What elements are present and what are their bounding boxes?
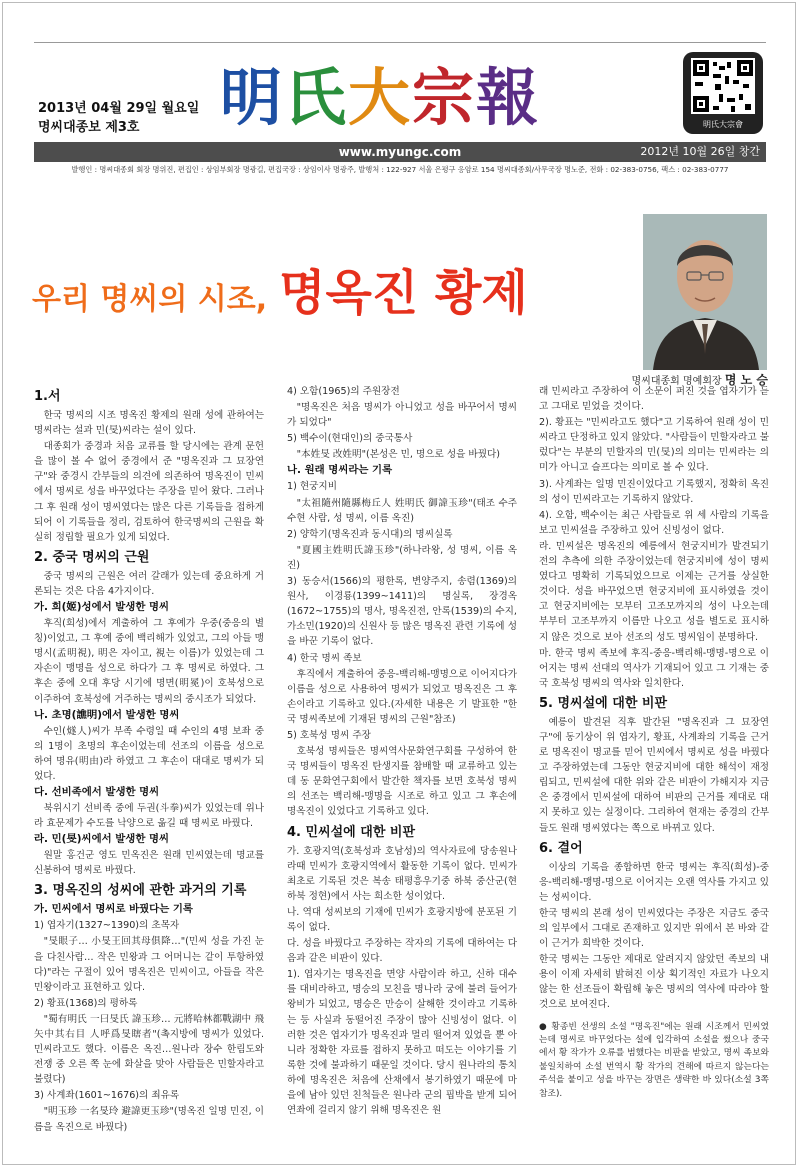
masthead-char: 宗: [412, 61, 477, 134]
paragraph: 한국 명씨의 시조 명옥진 황제의 원래 성에 관하여는 명씨라는 설과 민(旻)씨라는 설이 있다.: [34, 410, 264, 437]
list-item: 3) 사계좌(1601~1676)의 죄유록: [34, 1090, 180, 1102]
quote: "明玉珍 一名旻玲 避諱更玉珍"(명옥진 일명 민진, 이름을 옥진으로 바꿨다): [34, 1106, 264, 1133]
masthead-logo: [220, 56, 570, 140]
list-item: 4) 오함(1965)의 주원장전: [287, 386, 400, 397]
headline-part2: 명옥진 황제: [279, 265, 528, 321]
paragraph: 수인(燧人)씨가 부족 수령일 때 수인의 4명 보좌 중의 1명이 초명의 후손이었는데 선조의 이름을 성으로 하여 명유(明由)라 하였고 그 후손이 대대로 명씨가 되었다.: [34, 725, 264, 782]
masthead-char: 明: [220, 61, 285, 134]
paragraph: 3). 사계좌는 일명 민진이었다고 기록했지, 정확히 옥진의 성이 민씨라고는 기록하지 않았다.: [539, 478, 769, 505]
masthead-char: 氏: [284, 61, 349, 134]
list-item: 3) 동승서(1566)의 평한록, 변양주지, 송렴(1369)의 원사, 이경룡(1399~1411)의 명실록, 장경옥(1672~1755)의 명사, 명옥진전, 안록(1539)의 수지, 가소민(1920)의 신원사 등 많은 명옥진 관련 기록에 성을 바꾼 기록이 없다.: [287, 576, 517, 648]
paragraph: 나. 역대 성씨보의 기재에 민씨가 호광지방에 분포된 기록이 없다.: [287, 906, 517, 933]
column-2: [287, 384, 517, 1119]
paragraph: 한국 명씨는 그동안 제대로 알려지지 않았던 족보의 내용이 이제 자세히 밝혀진 이상 획기적인 자료가 나오지 않는 한 선조들이 확립해 놓은 명씨의 역사에 따라야 할 것으로 보여진다.: [539, 954, 769, 1011]
paragraph: 원말 홍건군 영도 민옥진은 원래 민씨였는데 명교를 신봉하여 명씨로 바꿨다.: [34, 850, 264, 877]
paragraph: 중국 명씨의 근원은 여러 갈래가 있는데 중요하게 거론되는 것은 다음 4가지이다.: [34, 570, 264, 597]
list-item: 2) 양학기(명옥진과 동시대)의 명씨실록: [287, 528, 453, 540]
masthead-title: [220, 56, 540, 140]
quote: "太祖隨州隨縣梅丘人 姓明氏 御諱玉珍"(태조 수주 수현 사람, 성 명씨, 이름 옥진): [287, 497, 517, 524]
paragraph: 대종회가 중경과 처음 교류를 할 당시에는 관계 문헌을 많이 볼 수 없어 중경에서 준 "명옥진과 그 묘장연구"와 중경시 간부들의 의견에 의존하여 명옥진이 민씨에서 명씨로 성을 바꾸었다는 주장을 믿어 왔다. 그러나 그 후 원래 성이 명씨였다는 많은 다른 기록들을 접하게 되어 이 기록들을 정리, 검토하여 한국명씨의 근원을 확실히 정립할 필요가 있게 되었다.: [34, 441, 264, 543]
section-heading: 1.서: [34, 389, 61, 404]
list-item: 4) 한국 명씨 족보: [287, 652, 362, 664]
subheading: 가. 민씨에서 명씨로 바꿨다는 기록: [34, 903, 193, 916]
subheading: 나. 원래 명씨라는 기록: [287, 464, 393, 477]
paragraph: 1). 엽자기는 명옥진을 면양 사람이라 하고, 신하 대수를 대비라하고, 명승의 모친을 명나라 궁에 불려 들어가 왕비가 되었고, 명승은 만승이 살해한 것이라고 기록하는 등 사실과 동떨어진 주장이 많아 신빙성이 없다. 이러한 것은 엽자기가 명옥진과 멀리 떨어져 있었을 뿐 아니라 정확한 자료를 접하지 못하고 떠도는 이야기를 기록한 것에 불과하기 때문일 것이다. 당시 원나라의 통치하에 명옥진은 처음에 산채에서 봉기하였기 때문에 마을에 남아 있던 친척들은 원나라 군의 핍박을 받게 되어 연좌에 걸리지 않기 위해 명옥진은 원: [287, 969, 517, 1117]
section-heading: 6. 결어: [539, 840, 583, 856]
paragraph: 래 민씨라고 주장하여 이 소문이 퍼진 것을 엽자기가 듣고 그대로 믿었을 것이다.: [539, 386, 769, 413]
column-3: [539, 384, 769, 1102]
paragraph: 마. 한국 명씨 족보에 후직-중응-백리해-맹명-명으로 이어지는 명씨 선대의 역사가 기재되어 있고 그 기재는 중국 호북성 명씨의 역사와 일치한다.: [539, 647, 769, 689]
website-link[interactable]: www.myungc.com: [338, 145, 462, 159]
founded-date: 2012년 10월 26일 창간: [640, 145, 760, 158]
author-name: 명 노 승: [724, 373, 768, 387]
quote: "旻眼子… 小旻王回其母俱降…"(민씨 성을 가진 눈을 다친사람… 작은 민왕과 그 어머니는 같이 투항하였다)"라는 구절이 있어 명옥진은 민씨이고, 아들을 작은 민왕이라고 표현하고 있다.: [34, 936, 264, 993]
subheading: 가. 희(姬)성에서 발생한 명씨: [34, 601, 170, 614]
author-photo: [643, 214, 767, 370]
paragraph: 북위시기 선비족 중에 두권(斗拳)씨가 있었는데 위나라 효문제가 수도를 낙양으로 옮길 때 명씨로 바꿨다.: [34, 802, 264, 830]
qr-pattern-icon: [691, 58, 755, 114]
paragraph: 라. 민씨설은 명옥진의 예릉에서 현궁지비가 발견되기 전의 추측에 의한 주장이었는데 현궁지비에 성이 명씨였다고 명확히 기록되었으므로 이제는 근거를 상실한 것이다. 성을 바꾸었으면 현궁지비에 표시하였을 것이고 현궁지비에는 모부터 고조모까지의 성이 나오는데 부부터 고조부까지 이름만 나오고 성을 별도로 표시하지 않은 것으로 보아 선조의 성도 명씨임이 분명하다.: [539, 540, 769, 643]
author-role: 명씨대종회 명예회장: [631, 376, 722, 387]
headline-part1: 우리 명씨의 시조,: [32, 282, 268, 317]
paragraph: 가. 호광지역(호북성과 호남성)의 역사자료에 당송원나라때 민씨가 호광지역에서 활동한 기록이 없다. 민씨가 최초로 기록된 것은 복송 태평흥우기중 하북 중산군(현 하북 정현)에서 사는 희소한 성이었다.: [287, 845, 517, 902]
subheading: 다. 선비족에서 발생한 명씨: [34, 785, 160, 798]
issue-number: 명씨대종보 제3호: [38, 120, 140, 135]
masthead-char: 大: [348, 61, 413, 134]
masthead-char: 報: [476, 61, 541, 134]
subheading: 라. 민(旻)씨에서 발생한 명씨: [34, 833, 170, 846]
paragraph: 후직(희성)에서 계출하여 그 후예가 우중(중응의 별칭)이었고, 그 후예 중에 백리해가 있었고, 그의 아들 맹명시(孟明視), 明은 자이고, 視는 이름)가 있었는데 그 자손이 맹명을 성으로 하다가 그 후 명씨로 하였다. 그 후손 중에 오대 후당 시기에 명면(明冕)이 호북성으로 이주하여 호북성에 거주하는 명씨의 중시조가 되었다.: [34, 618, 264, 705]
paragraph: 4). 오함, 백수이는 최근 사람들로 위 세 사람의 기록을 보고 민씨설을 주장하고 있어 신빙성이 없다.: [539, 509, 769, 536]
headline: [32, 254, 632, 323]
list-item: 5) 백수이(현대인)의 중국통사: [287, 433, 413, 445]
paragraph: 2). 황표는 "민씨라고도 했다"고 기록하여 원래 성이 민씨라고 단정하고 있지 않았다. "사람들이 민할자라고 불렀다"는 부분의 민할자의 민(旻)의 의미는 민씨라는 의미가 아니고 슬프다는 의미로 볼 수 있다.: [539, 417, 769, 474]
quote: "명옥진은 처음 명씨가 아니었고 성을 바꾸어서 명씨가 되었다": [287, 402, 517, 429]
section-heading: 3. 명옥진의 성씨에 관한 과거의 기록: [34, 883, 247, 899]
qr-caption: 明氏大宗會: [703, 120, 743, 129]
paragraph: 후직에서 계출하여 중응-백리해-맹명으로 이어지다가 이름을 성으로 사용하여 명씨가 되었고 명옥진은 그 후손이라고 기록하고 있다.(자세한 내용은 기 발표한 "한국 명씨족보에 기재된 명씨의 근원"참조): [287, 668, 517, 725]
top-rule: [34, 42, 766, 43]
footnote: ● 황종빈 선생의 소설 "명옥진"에는 원래 시조께서 민씨였는데 명씨로 바꾸었다는 설에 입각하여 소설을 썼으나 중국에서 황 작가가 오류를 범했다는 비판을 받았고, 명씨 족보와 불일치하여 소설 번역시 황 작가의 견해에 따르지 않는다는 주석을 붙이고 성을 바꾸는 장면은 생략한 바 있다(소설 3쪽 참조).: [539, 1021, 769, 1099]
list-item: 1) 현궁지비: [287, 481, 337, 493]
list-item: 1) 엽자기(1327~1390)의 초목자: [34, 920, 180, 932]
subheading: 나. 초명(譙明)에서 발생한 명씨: [34, 708, 180, 721]
issue-date: 2013년 04월 29일 월요일: [38, 101, 200, 116]
paragraph: 한국 명씨의 본래 성이 민씨였다는 주장은 지금도 중국의 일부에서 그대로 존재하고 있지만 위에서 본 바와 같이 근거가 희박한 것이다.: [539, 907, 769, 950]
list-item: 2) 황표(1368)의 평하록: [34, 997, 138, 1009]
paragraph: 이상의 기록을 종합하면 한국 명씨는 후직(희성)-중응-백리해-맹명-명으로 이어지는 오랜 역사를 가지고 있는 성씨이다.: [539, 861, 769, 903]
staff-line: 발행인 : 명씨대종회 회장 명위진, 편집인 : 상임부회장 명광길, 편집국장 : 상임이사 명광주, 발행처 : 122-927 서울 은평구 응암로 154 명씨대종회/사무국장 명노준, 전화 : 02-383-0756, 팩스 : 02-383-0777: [71, 165, 729, 174]
quote: "蜀有明氏 一曰旻氏 諱玉珍… 元將哈林都戰湖中 飛矢中其右目 人呼爲旻瞎者"(촉지방에 명씨가 있었다. 민씨라고도 했다. 이름은 옥진…원나라 장수 한림도와 전쟁 중 오른 쪽 눈에 화살을 맞아 사람들은 민할자라고 불렸다): [34, 1013, 264, 1086]
column-1: [34, 384, 264, 1136]
list-item: 5) 호북성 명씨 주장: [287, 729, 371, 741]
paragraph: 다. 성을 바꿨다고 주장하는 작자의 기록에 대하여는 다음과 같은 비판이 있다.: [287, 938, 517, 965]
section-heading: 5. 명씨설에 대한 비판: [539, 695, 668, 711]
paragraph: 예릉이 발견된 직후 발간된 "명옥진과 그 묘장연구"에 동기상이 위 엽자기, 황표, 사계좌의 기록을 근거로 명옥진이 명교를 믿어 민씨에서 명씨로 성을 바꿨다고 주장하였는데 그동안 현궁지비에 대한 해석이 재정립되고, 민씨설에 대한 위와 같은 비판이 가해지자 지금은 중경에서 민씨설에 대하여 비판의 근거를 제대로 대지 못하고 있는 실정이다. 그리하여 현재는 중경의 간부들도 원래 명씨였다는 쪽으로 바뀌고 있다.: [539, 716, 769, 834]
section-heading: 2. 중국 명씨의 근원: [34, 549, 150, 565]
quote: "夏國主姓明氏諱玉珍"(하나라왕, 성 명씨, 이름 옥진): [287, 544, 517, 571]
section-heading: 4. 민씨설에 대한 비판: [287, 824, 416, 840]
paragraph: 호북성 명씨들은 명씨역사문화연구회를 구성하여 한국 명씨들이 명옥진 탄생지를 참배할 때 교류하고 있는데 동 문화연구회에서 발간한 책자를 보면 호북성 명씨의 선조는 백리해-맹명을 시조로 하고 있고 그 후손에 명옥진이 있었다고 기록하고 있다.: [287, 746, 517, 818]
quote: "本姓旻 改姓明"(본성은 민, 명으로 성을 바꿨다): [296, 449, 500, 461]
